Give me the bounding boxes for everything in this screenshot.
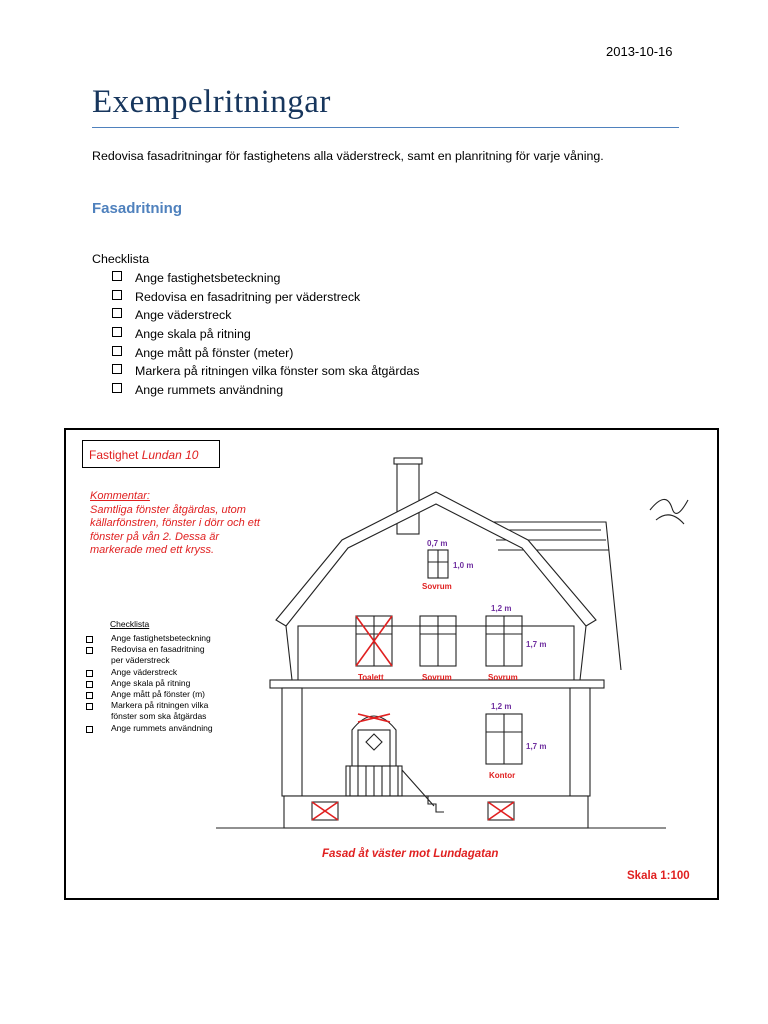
document-date: 2013-10-16 bbox=[606, 44, 673, 59]
checklist-item: Markera på ritningen vilka fönster som ska åtgärdas bbox=[112, 362, 419, 381]
mini-checklist-item: Ange fastighetsbeteckning bbox=[86, 633, 241, 644]
checkbox-icon bbox=[86, 692, 93, 699]
mini-checklist-item: Markera på ritningen vilka bbox=[86, 700, 241, 711]
drawing-caption: Fasad åt väster mot Lundagatan bbox=[322, 848, 499, 860]
mini-checklist bbox=[86, 633, 241, 734]
checklist-item: Ange mått på fönster (meter) bbox=[112, 344, 419, 363]
checkbox-icon bbox=[112, 290, 122, 300]
dimension-mid-width: 1,2 m bbox=[491, 604, 512, 613]
room-label-toalett: Toalett bbox=[358, 673, 384, 682]
mini-checklist-item: Redovisa en fasadritning bbox=[86, 644, 241, 655]
mini-checklist-item: Ange väderstreck bbox=[86, 667, 241, 678]
intro-paragraph: Redovisa fasadritningar för fastighetens alla väderstreck, samt en planritning för varje våning. bbox=[92, 149, 604, 163]
dimension-low-width: 1,2 m bbox=[491, 702, 512, 711]
checklist-item: Ange rummets användning bbox=[112, 381, 419, 400]
room-label-sovrum-right: Sovrum bbox=[488, 673, 518, 682]
comment-note bbox=[90, 490, 262, 558]
page-title: Exempelritningar bbox=[92, 84, 331, 120]
checkbox-icon bbox=[86, 636, 93, 643]
checkbox-icon bbox=[86, 670, 93, 677]
checkbox-icon bbox=[86, 681, 93, 688]
mini-checklist-item: Ange mått på fönster (m) bbox=[86, 689, 241, 700]
checklist-title: Checklista bbox=[92, 252, 150, 266]
checklist bbox=[112, 269, 419, 400]
checkbox-icon bbox=[112, 383, 122, 393]
mini-checklist-item: Ange skala på ritning bbox=[86, 678, 241, 689]
title-divider bbox=[92, 127, 679, 128]
checklist-item: Ange väderstreck bbox=[112, 306, 419, 325]
checklist-item: Ange skala på ritning bbox=[112, 325, 419, 344]
mini-checklist-item-continuation: fönster som ska åtgärdas bbox=[111, 711, 207, 722]
room-label-sovrum-top: Sovrum bbox=[422, 582, 452, 591]
checkbox-icon bbox=[86, 647, 93, 654]
drawing-scale: Skala 1:100 bbox=[627, 870, 690, 882]
checkbox-icon bbox=[112, 346, 122, 356]
comment-heading: Kommentar: bbox=[90, 490, 150, 502]
mini-checklist-item-continuation: per väderstreck bbox=[111, 655, 170, 666]
mini-checklist-item: Ange rummets användning bbox=[86, 723, 241, 734]
checkbox-icon bbox=[86, 726, 93, 733]
dimension-top-width: 0,7 m bbox=[427, 539, 448, 548]
checkbox-icon bbox=[112, 327, 122, 337]
room-label-kontor: Kontor bbox=[489, 771, 516, 780]
dimension-low-height: 1,7 m bbox=[526, 742, 547, 751]
dimension-mid-height: 1,7 m bbox=[526, 640, 547, 649]
mini-checklist-title: Checklista bbox=[110, 619, 150, 629]
section-heading: Fasadritning bbox=[92, 200, 183, 217]
checkbox-icon bbox=[86, 703, 93, 710]
property-label-box: Fastighet Lundan 10 bbox=[82, 440, 220, 468]
comment-text: Samtliga fönster åtgärdas, utom källarfönstren, fönster i dörr och ett fönster på vån 2. Dessa är markerade med ett kryss. bbox=[90, 503, 260, 556]
room-label-sovrum-mid: Sovrum bbox=[422, 673, 452, 682]
checkbox-icon bbox=[112, 271, 122, 281]
facade-drawing-frame bbox=[64, 428, 719, 900]
checkbox-icon bbox=[112, 308, 122, 318]
checkbox-icon bbox=[112, 364, 122, 374]
dimension-top-height: 1,0 m bbox=[453, 561, 474, 570]
checklist-item: Redovisa en fasadritning per väderstreck bbox=[112, 288, 419, 307]
checklist-item: Ange fastighetsbeteckning bbox=[112, 269, 419, 288]
